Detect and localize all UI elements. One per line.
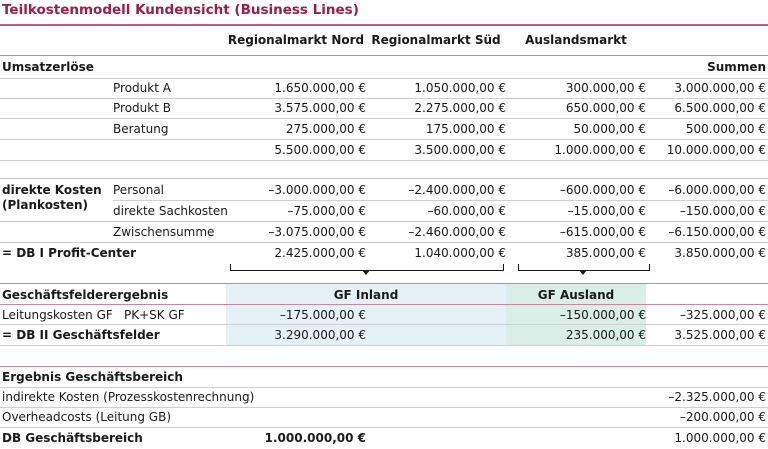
cell-nord: 275.000,00 € bbox=[285, 122, 366, 136]
revenue-total-ausland: 1.000.000,00 € bbox=[554, 143, 646, 157]
db-gb-value: 1.000.000,00 € bbox=[264, 431, 366, 445]
rule bbox=[0, 366, 768, 367]
db2-label: = DB II Geschäftsfelder bbox=[2, 328, 160, 342]
cell-sued: –2.460.000,00 € bbox=[408, 225, 506, 239]
rule bbox=[0, 221, 768, 222]
cell-ausland: 50.000,00 € bbox=[573, 122, 646, 136]
row-label: Personal bbox=[113, 183, 165, 197]
cell-sum: –6.000.000,00 € bbox=[668, 183, 766, 197]
cell-ausland: –600.000,00 € bbox=[559, 183, 646, 197]
cell-sum: 6.500.000,00 € bbox=[674, 101, 766, 115]
leitung-inland: –175.000,00 € bbox=[279, 308, 366, 322]
row-label: direkte Sachkosten bbox=[113, 204, 228, 218]
header-top-rule bbox=[0, 24, 768, 26]
cell-ausland: 650.000,00 € bbox=[565, 101, 646, 115]
rule bbox=[0, 98, 768, 99]
db1-ausland: 385.000,00 € bbox=[565, 246, 646, 260]
indirekt-label: indirekte Kosten (Prozesskostenrechnung) bbox=[2, 390, 255, 404]
leitung-sublabel: PK+SK GF bbox=[124, 308, 185, 322]
db2-ausland: 235.000,00 € bbox=[565, 328, 646, 342]
rule bbox=[0, 139, 768, 140]
revenue-total-sum: 10.000.000,00 € bbox=[666, 143, 766, 157]
db-gb-sum: 1.000.000,00 € bbox=[674, 431, 766, 445]
rule bbox=[0, 304, 768, 305]
cell-sued: 1.050.000,00 € bbox=[414, 81, 506, 95]
overhead-sum: –200.000,00 € bbox=[679, 410, 766, 424]
cell-sum: –150.000,00 € bbox=[679, 204, 766, 218]
db1-nord: 2.425.000,00 € bbox=[274, 246, 366, 260]
arrow-down-icon bbox=[579, 270, 587, 275]
overhead-label: Overheadcosts (Leitung GB) bbox=[2, 410, 172, 424]
indirekt-sum: –2.325.000,00 € bbox=[668, 390, 766, 404]
rule bbox=[0, 160, 768, 161]
leitung-ausland: –150.000,00 € bbox=[559, 308, 646, 322]
cell-ausland: 300.000,00 € bbox=[565, 81, 646, 95]
rule bbox=[0, 178, 768, 179]
cell-sued: –2.400.000,00 € bbox=[408, 183, 506, 197]
cell-sued: –60.000,00 € bbox=[427, 204, 506, 218]
gb-label: Ergebnis Geschäftsbereich bbox=[2, 370, 183, 384]
rule bbox=[0, 387, 768, 388]
row-label: Produkt B bbox=[113, 101, 171, 115]
row-label: Zwischensumme bbox=[113, 225, 215, 239]
rule bbox=[0, 78, 768, 79]
gf-label: Geschäftsfelderergebnis bbox=[2, 288, 169, 302]
db2-inland: 3.290.000,00 € bbox=[274, 328, 366, 342]
rule bbox=[113, 200, 768, 201]
direct-costs-sublabel: (Plankosten) bbox=[2, 198, 88, 212]
db1-sum: 3.850.000,00 € bbox=[674, 246, 766, 260]
cell-ausland: –615.000,00 € bbox=[559, 225, 646, 239]
rule bbox=[0, 324, 768, 325]
page-title: Teilkostenmodell Kundensicht (Business Lines) bbox=[2, 2, 359, 18]
db1-label: = DB I Profit-Center bbox=[2, 246, 137, 260]
direct-costs-label: direkte Kosten bbox=[2, 183, 102, 197]
revenue-label: Umsatzerlöse bbox=[2, 60, 94, 74]
rule bbox=[0, 427, 768, 428]
gf-inland-label: GF Inland bbox=[333, 288, 399, 302]
leitung-sum: –325.000,00 € bbox=[679, 308, 766, 322]
col-header-sued: Regionalmarkt Süd bbox=[371, 33, 501, 47]
cell-sum: –6.150.000,00 € bbox=[668, 225, 766, 239]
header-bottom-rule bbox=[0, 55, 768, 56]
revenue-total-nord: 5.500.000,00 € bbox=[274, 143, 366, 157]
cell-nord: –3.000.000,00 € bbox=[268, 183, 366, 197]
cell-sum: 500.000,00 € bbox=[685, 122, 766, 136]
row-label: Produkt A bbox=[113, 81, 171, 95]
row-label: Beratung bbox=[113, 122, 169, 136]
cell-sum: 3.000.000,00 € bbox=[674, 81, 766, 95]
cell-nord: 1.650.000,00 € bbox=[274, 81, 366, 95]
leitung-label: Leitungskosten GF bbox=[2, 308, 113, 322]
cell-nord: –75.000,00 € bbox=[287, 204, 366, 218]
rule bbox=[0, 242, 768, 243]
sum-label: Summen bbox=[707, 60, 766, 74]
arrow-down-icon bbox=[362, 270, 370, 275]
cell-nord: 3.575.000,00 € bbox=[274, 101, 366, 115]
gf-ausland-label: GF Ausland bbox=[537, 288, 615, 302]
cell-ausland: –15.000,00 € bbox=[567, 204, 646, 218]
rule bbox=[0, 118, 768, 119]
col-header-ausland: Auslandsmarkt bbox=[525, 33, 627, 47]
rule bbox=[0, 345, 768, 346]
rule bbox=[0, 283, 768, 284]
db-gb-label: DB Geschäftsbereich bbox=[2, 431, 143, 445]
revenue-total-sued: 3.500.000,00 € bbox=[414, 143, 506, 157]
db2-sum: 3.525.000,00 € bbox=[674, 328, 766, 342]
db1-sued: 1.040.000,00 € bbox=[414, 246, 506, 260]
cell-sued: 175.000,00 € bbox=[425, 122, 506, 136]
cell-nord: –3.075.000,00 € bbox=[268, 225, 366, 239]
cell-sued: 2.275.000,00 € bbox=[414, 101, 506, 115]
rule bbox=[0, 407, 768, 408]
col-header-nord: Regionalmarkt Nord bbox=[227, 33, 365, 47]
